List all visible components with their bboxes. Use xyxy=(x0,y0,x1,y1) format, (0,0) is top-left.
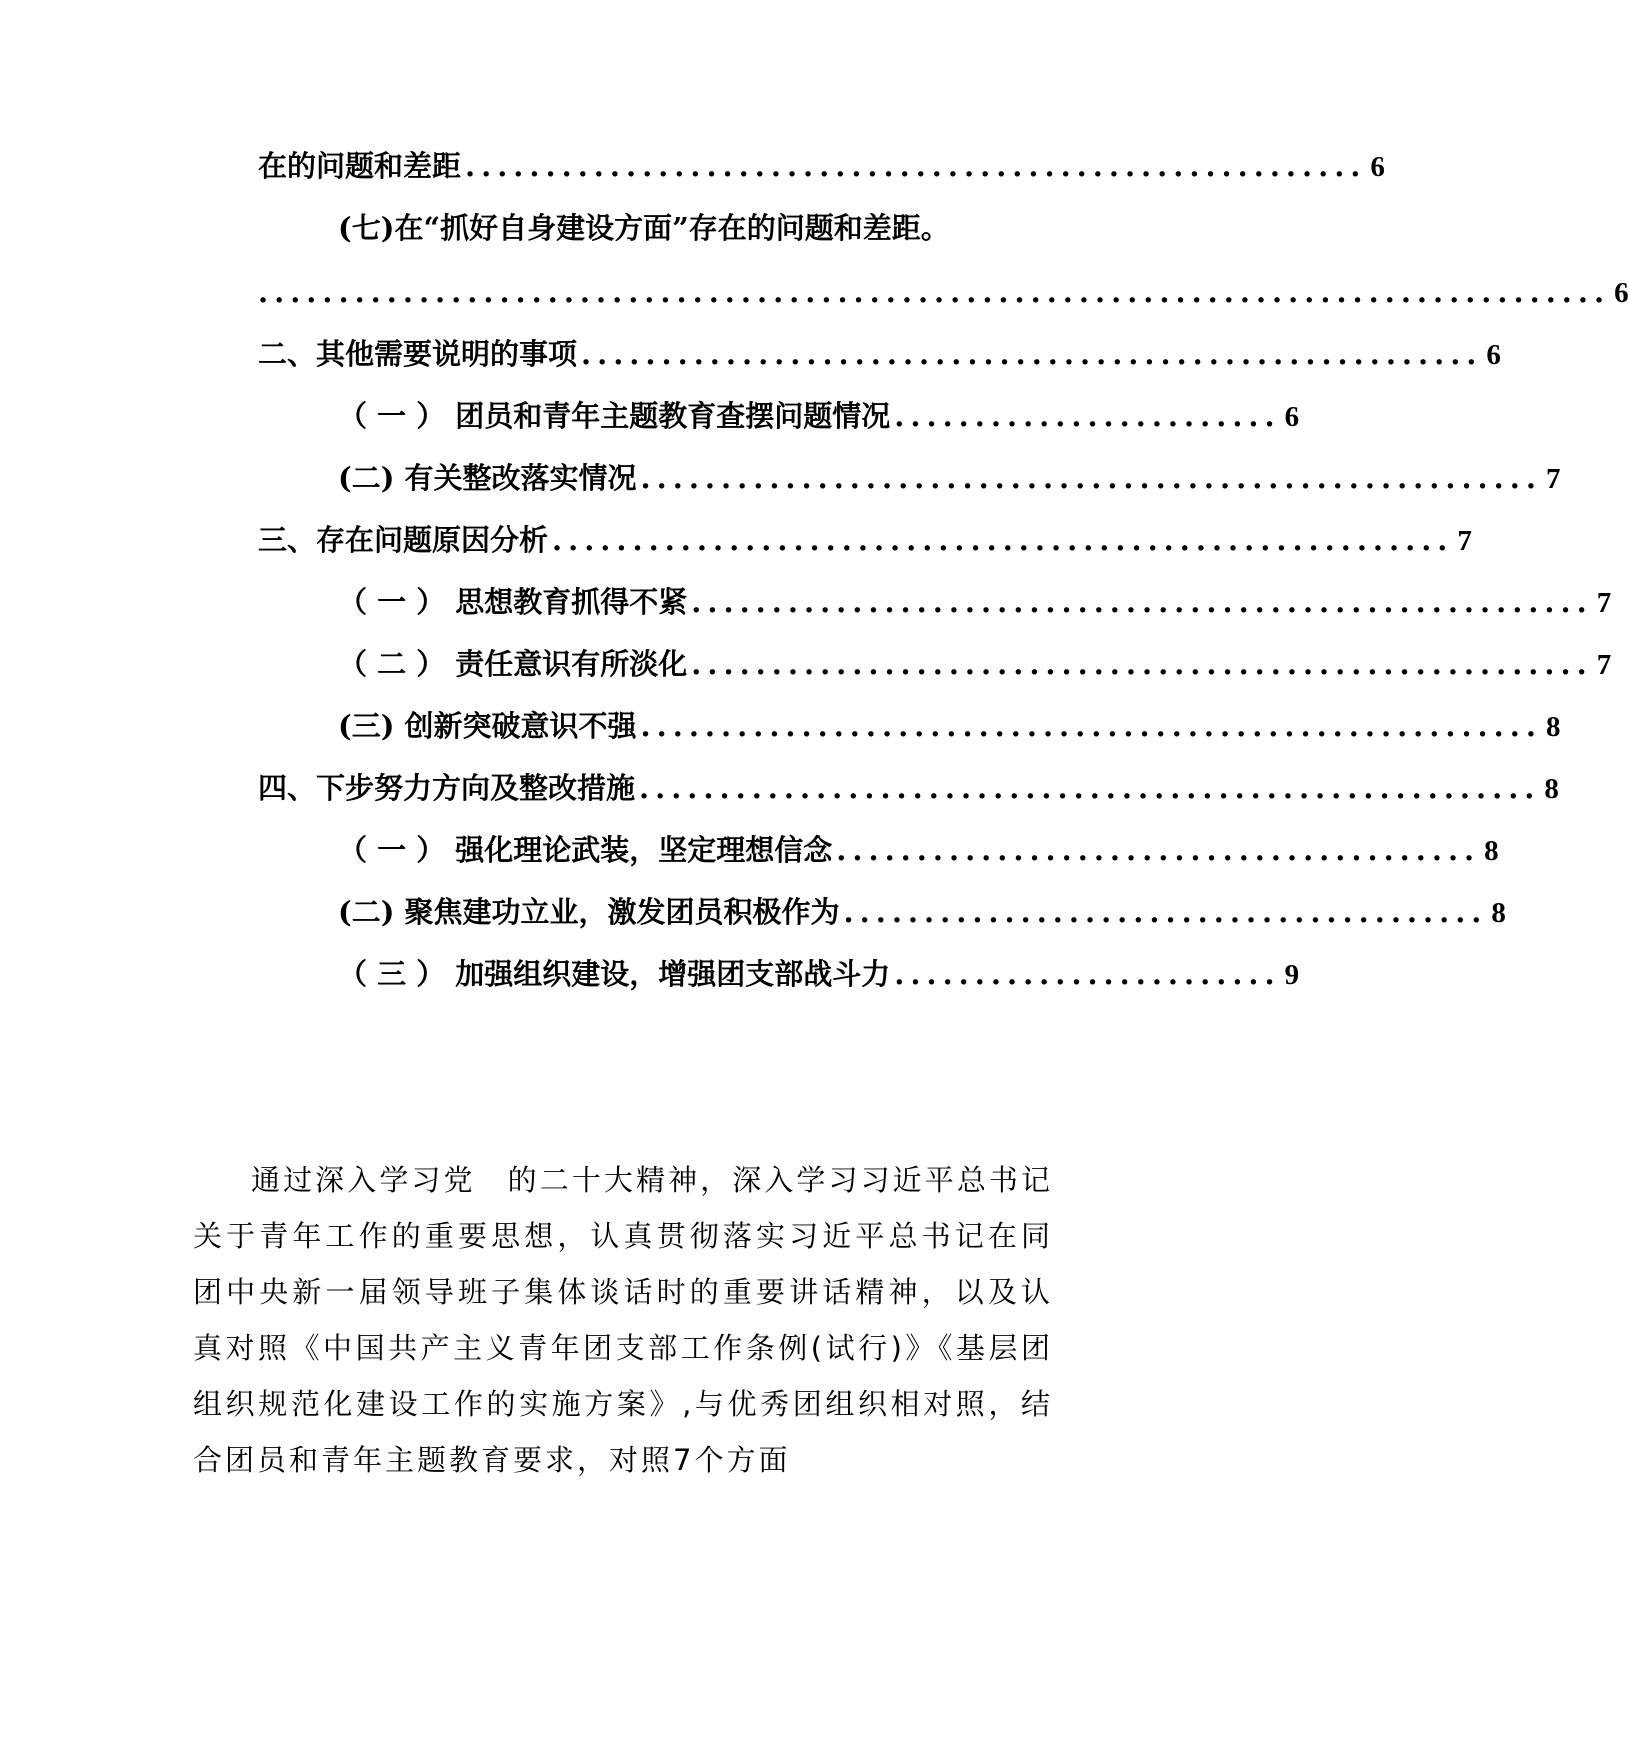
toc-leader-dots: ........................................................ xyxy=(640,709,1542,743)
toc-entry-label: （ 三 ） 加强组织建设，增强团支部战斗力 xyxy=(338,957,891,991)
toc-leader-dots: ........................................................ xyxy=(552,523,1454,557)
toc-page-number: 6 xyxy=(1370,151,1385,183)
toc-entry-4-3[interactable] xyxy=(338,954,1300,995)
toc-leader-dots: ........................ xyxy=(894,957,1281,991)
toc-entry-2-2[interactable] xyxy=(338,458,1561,499)
toc-entry-label: 四、下步努力方向及整改措施 xyxy=(258,771,636,805)
toc-entry-continuation[interactable] xyxy=(258,146,1385,187)
toc-entry-3-2[interactable] xyxy=(338,644,1612,685)
body-paragraph: 通过深入学习党 的二十大精神，深入学习习近平总书记关于青年工作的重要思想，认真贯彻落实习近平总书记在同团中央新一届领导班子集体谈话时的重要讲话精神，以及认真对照《中国共产主义青年团支部工作条例(试行)》《基层团组织规范化建设工作的实施方案》,与优秀团组织相对照，结合团员和青年主题教育要求，对照7个方面 xyxy=(193,1163,1053,1477)
toc-entry-7-leader-line[interactable] xyxy=(258,272,1629,313)
toc-page-number: 7 xyxy=(1596,649,1612,681)
toc-leader-dots: ........................ xyxy=(894,399,1281,433)
toc-leader-dots: ........................................ xyxy=(836,833,1481,867)
toc-entry-section-2[interactable] xyxy=(258,334,1501,375)
toc-entry-4-2[interactable] xyxy=(338,892,1506,933)
toc-page-number: 8 xyxy=(1484,835,1499,867)
toc-entry-7[interactable] xyxy=(338,208,1098,248)
toc-leader-dots: ........................................ xyxy=(843,895,1488,929)
toc-entry-3-1[interactable] xyxy=(338,582,1612,623)
toc-entry-label: 三、存在问题原因分析 xyxy=(258,523,549,557)
toc-leader-dots: ........................................................ xyxy=(639,771,1541,805)
toc-leader-dots: ........................................................ xyxy=(691,647,1593,681)
toc-entry-3-3[interactable] xyxy=(338,706,1561,747)
toc-page-number: 8 xyxy=(1544,773,1559,805)
toc-leader-dots: ........................................................ xyxy=(581,337,1483,371)
toc-page-number: 6 xyxy=(1486,339,1501,371)
toc-entry-label: （ 一 ） 团员和青年主题教育查摆问题情况 xyxy=(338,399,891,433)
toc-entry-2-1[interactable] xyxy=(338,396,1300,437)
toc-entry-label: (二) 聚焦建功立业，激发团员积极作为 xyxy=(338,895,840,929)
toc-entry-label: （ 一 ） 思想教育抓得不紧 xyxy=(338,585,688,619)
toc-leader-dots: ........................................................ xyxy=(691,585,1593,619)
toc-leader-dots: .................................................................................... xyxy=(258,275,1611,309)
toc-entry-label: （ 一 ） 强化理论武装，坚定理想信念 xyxy=(338,833,833,867)
toc-page-number: 6 xyxy=(1614,277,1629,309)
toc-entry-label: (七)在“抓好自身建设方面”存在的问题和差距。 xyxy=(338,211,950,245)
toc-page-number: 8 xyxy=(1545,711,1561,743)
toc-page-number: 8 xyxy=(1491,897,1506,929)
toc-page-number: 9 xyxy=(1284,959,1300,991)
body-text-block xyxy=(193,1152,1053,1488)
toc-entry-label: 二、其他需要说明的事项 xyxy=(258,337,578,371)
toc-entry-section-4[interactable] xyxy=(258,768,1559,809)
toc-entry-section-3[interactable] xyxy=(258,520,1472,561)
toc-entry-label: 在的问题和差距 xyxy=(258,149,462,183)
toc-page-number: 6 xyxy=(1284,401,1300,433)
toc-leader-dots: ........................................................ xyxy=(465,149,1367,183)
toc-entry-4-1[interactable] xyxy=(338,830,1499,871)
toc-page-number: 7 xyxy=(1545,463,1561,495)
toc-entry-label: (三) 创新突破意识不强 xyxy=(338,709,637,743)
toc-entry-label: (二) 有关整改落实情况 xyxy=(338,461,637,495)
toc-page-number: 7 xyxy=(1457,525,1472,557)
toc-entry-label: （ 二 ） 责任意识有所淡化 xyxy=(338,647,688,681)
toc-page-number: 7 xyxy=(1596,587,1612,619)
toc-leader-dots: ........................................................ xyxy=(640,461,1542,495)
